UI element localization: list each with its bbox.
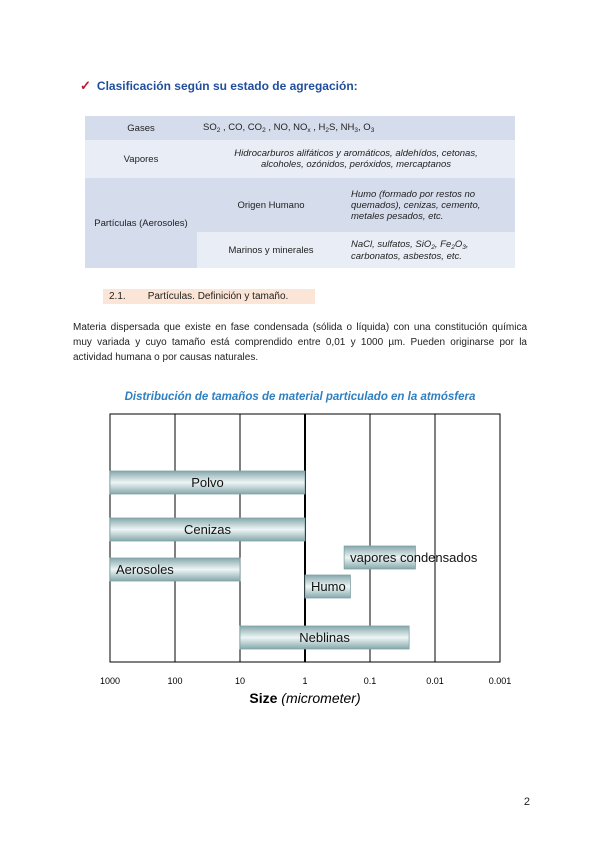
origen-label: Origen Humano <box>197 178 345 232</box>
chart-title: Distribución de tamaños de material particulado en la atmósfera <box>124 391 476 403</box>
origen-value: Humo (formado por restos no quemados), cenizas, cemento, metales pesados, etc. <box>345 178 515 232</box>
marinos-value: NaCl, sulfatos, SiO$_2$, $Fe_2O_3$, carbonatos, asbestos, etc. <box>345 232 515 268</box>
bar-label: Cenizas <box>184 522 231 537</box>
vapores-label: Vapores <box>123 153 159 165</box>
bar-label: Neblinas <box>299 630 350 645</box>
bar-label: Aerosoles <box>116 562 174 577</box>
gases-value: $SO_2$ , CO, $CO_2$ , NO, $NO_x$ , $H_2S$, $NH_3$, $O_3$ <box>203 122 375 134</box>
definition-paragraph: Materia dispersada que existe en fase condensada (sólida o líquida) con una constitución química muy variada y cuyo tamaño está comprendido entre 0,01 y 1000 µm. Pueden originarse por la actividad humana o por causas naturales. <box>73 322 527 363</box>
x-tick-label: 1000 <box>99 676 121 686</box>
vapores-value: Hidrocarburos alifáticos y aromáticos, aldehídos, cetonas, alcoholes, ozónidos, peróxidos, mercaptanos <box>234 148 478 170</box>
bar-label: Polvo <box>191 475 224 490</box>
bar-label: vapores condensados <box>350 550 478 565</box>
subsection-text: Partículas. Definición y tamaño. <box>147 291 289 302</box>
heading-text: Clasificación según su estado de agregación: <box>96 79 358 93</box>
gases-label: Gases <box>127 122 155 134</box>
x-tick-label: 0.1 <box>363 676 377 686</box>
x-tick-label: 10 <box>234 676 246 686</box>
particulas-label: Partículas (Aerosoles) <box>85 178 197 268</box>
x-tick-label: 0.001 <box>488 676 512 686</box>
x-tick-label: 0.01 <box>426 676 444 686</box>
x-axis-label: Size (micrometer) <box>249 690 361 706</box>
subsection-number: 2.1. <box>109 291 126 302</box>
x-tick-label: 1 <box>302 676 308 686</box>
checkmark-icon: ✓ <box>80 78 91 93</box>
marinos-label: Marinos y minerales <box>197 232 345 268</box>
page-number: 2 <box>523 796 530 808</box>
bar-label: Humo <box>311 579 346 594</box>
x-tick-label: 100 <box>167 676 183 686</box>
